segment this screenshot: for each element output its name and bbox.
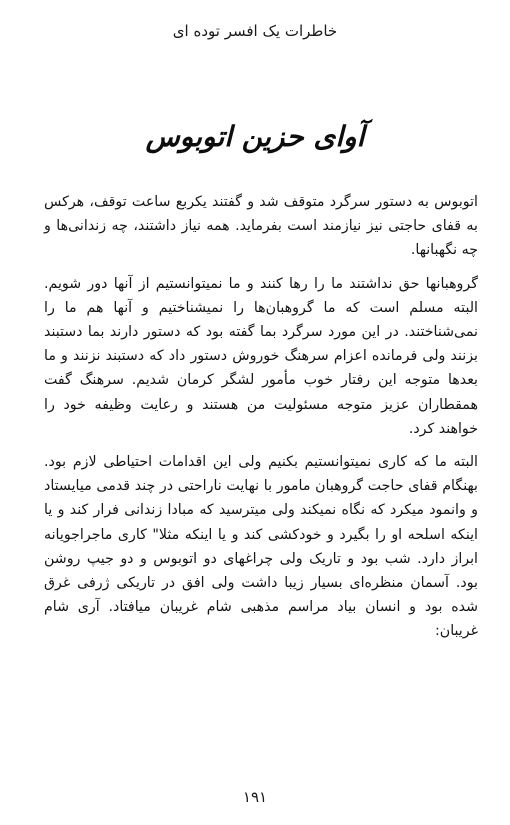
running-header: خاطرات یک افسر توده ای: [172, 22, 338, 40]
body-text: [44, 190, 478, 653]
paragraph: اتوبوس به دستور سرگرد متوقف شد و گفتند یکربع ساعت توقف، هرکس به قفای حاجتی نیز نیازمند است بفرماید. همه نیاز داشتند، چه زندانی‌ها و چه نگهبانها.: [44, 194, 478, 259]
chapter-title: آوای حزین اتوبوس: [145, 120, 365, 153]
paragraph: گروهبانها حق نداشتند ما را رها کنند و ما نمیتوانستیم از آنها دور شویم. البته مسلم است که ما گروهبان‌ها را نمیشناختیم و آنها هم ما را نمی‌شناختند. در این مورد سرگرد بما گفته بود که دستور دارند بما دستبند بزنند ولی فرمانده اعزام سرهنگ خوروش دستور داد که دستبند نزنند و ما بعدها متوجه این رفتار خوب مأمور لشگر کرمان شدیم. سرهنگ گفت همقطاران عزیز متوجه مسئولیت من هستند و رعایت وظیفه خود را خواهند کرد.: [44, 275, 478, 437]
paragraph: البته ما که کاری نمیتوانستیم بکنیم ولی این اقدامات احتیاطی لازم بود. بهنگام قفای حاجت گروهبان مامور با نهایت ناراحتی در چند قدمی میایستاد و وانمود میکرد که نگاه نمیکند ولی میترسید که مبادا زندانی فرار کند و یا اینکه اسلحه او را بگیرد و خودکشی کند و یا اینکه مثلا" کاری ماجراجویانه ابراز دارد. شب بود و تاریک ولی چراغهای دو اتوبوس و دو جیپ روشن بود. آسمان منظره‌ای بسیار زیبا داشت ولی افق در تاریکی ژرفی غرق شده بود و انسان بیاد مراسم مذهبی شام غریبان میافتاد. آری شام غریبان:: [44, 454, 478, 640]
page-number: ۱۹۱: [242, 788, 268, 806]
